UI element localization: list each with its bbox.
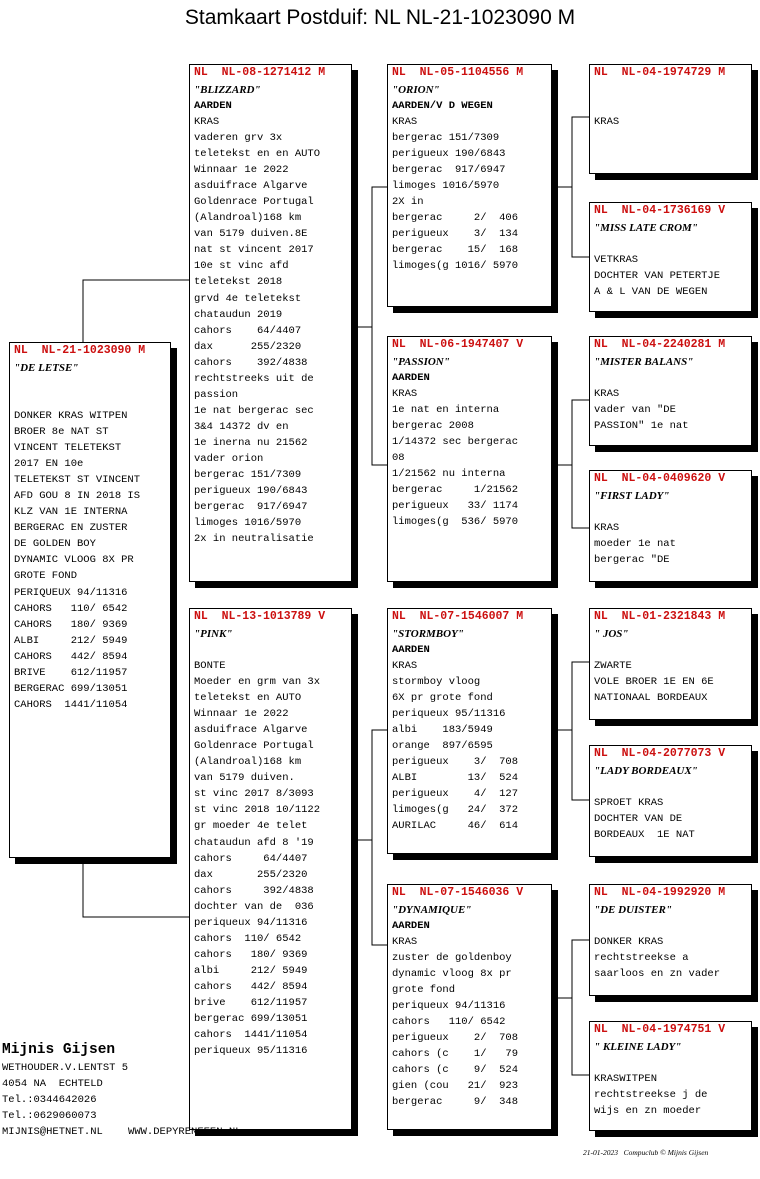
ring-number: NL NL-07-1546036 V <box>392 886 524 899</box>
pigeon-name: "MISS LATE CROM" <box>594 222 698 234</box>
note-line: 08 <box>392 452 405 465</box>
pigeon-card-mmm[interactable] <box>589 1021 752 1131</box>
pigeon-notes <box>392 114 548 274</box>
pigeon-card-mm[interactable] <box>387 884 552 1130</box>
pigeon-card-mff[interactable] <box>589 608 752 720</box>
note-line: ALBI 212/ 5949 <box>14 634 128 647</box>
note-line: KRAS <box>594 388 620 400</box>
note-line: DONKER KRAS WITPEN <box>14 410 128 422</box>
note-line: 2X in <box>392 196 424 209</box>
note-line: 6X pr grote fond <box>392 692 493 705</box>
note-line: NATIONAAL BORDEAUX <box>594 692 708 705</box>
note-line: grvd 4e teletekst <box>194 292 302 305</box>
note-line: periqueux 95/11316 <box>194 1045 308 1058</box>
note-line: dochter van de 036 <box>194 900 314 913</box>
note-line: VOLE BROER 1E EN 6E <box>594 676 714 689</box>
note-line: bergerac 2008 <box>392 420 474 433</box>
pigeon-color: AARDEN <box>392 920 430 932</box>
pigeon-notes <box>392 934 548 1111</box>
note-line: rechtstreeks uit de <box>194 372 314 385</box>
ring-number: NL NL-04-1974751 V <box>594 1023 726 1036</box>
note-line: CAHORS 180/ 9369 <box>14 618 128 631</box>
note-line: van 5179 duiven.8E <box>194 228 308 241</box>
pigeon-notes <box>392 658 548 835</box>
pigeon-color <box>594 504 748 520</box>
ring-number: NL NL-04-1992920 M <box>594 886 726 899</box>
note-line: BONTE <box>194 660 226 672</box>
note-line: teletekst en en AUTO <box>194 148 321 161</box>
note-line: AURILAC 46/ 614 <box>392 820 519 833</box>
pigeon-notes <box>594 114 748 130</box>
note-line: 2017 EN 10e <box>14 458 84 471</box>
pigeon-notes <box>594 1071 748 1119</box>
connector-mother-grandparents <box>352 730 388 945</box>
note-line: bergerac 917/6947 <box>392 164 506 177</box>
pigeon-notes <box>392 386 548 530</box>
pigeon-name: " KLEINE LADY" <box>594 1041 682 1053</box>
note-line: cahors 180/ 9369 <box>194 948 308 961</box>
pigeon-color <box>194 642 348 658</box>
pigeon-name: "MISTER BALANS" <box>594 356 694 368</box>
breeder-name: Mijnis Gijsen <box>2 1042 116 1058</box>
page-title: Stamkaart Postduif: NL NL-21-1023090 M <box>184 6 576 29</box>
note-line: wijs en zn moeder <box>594 1105 702 1118</box>
note-line: DYNAMIC VLOOG 8X PR <box>14 554 134 567</box>
ring-number: NL NL-21-1023090 M <box>14 344 146 357</box>
pigeon-name: "PASSION" <box>392 356 450 368</box>
note-line: KRAS <box>392 116 418 128</box>
note-line: Goldenrace Portugal <box>194 740 314 753</box>
note-line: limoges 1016/5970 <box>392 180 500 193</box>
pigeon-card-mfm[interactable] <box>589 745 752 857</box>
pigeon-name: "DYNAMIQUE" <box>392 904 472 916</box>
note-line: CAHORS 1441/11054 <box>14 698 128 711</box>
note-line: BERGERAC EN ZUSTER <box>14 522 128 535</box>
connector-mf <box>552 662 589 800</box>
note-line: KRAS <box>594 116 620 128</box>
pigeon-name: "STORMBOY" <box>392 628 464 640</box>
note-line: stormboy vloog <box>392 676 481 689</box>
breeder-email-web: MIJNIS@HETNET.NL WWW.DEPYRENEEEN.NL <box>2 1126 242 1138</box>
note-line: st vinc 2018 10/1122 <box>194 804 321 817</box>
footer-credit: 21-01-2023 Compuclub © Mijnis Gijsen <box>583 1148 709 1157</box>
pigeon-card-mf[interactable] <box>387 608 552 854</box>
note-line: cahors (c 1/ 79 <box>392 1048 519 1061</box>
pigeon-color: AARDEN/V D WEGEN <box>392 100 493 112</box>
ring-number: NL NL-04-1736169 V <box>594 204 726 217</box>
note-line: bergerac 151/7309 <box>194 469 302 482</box>
note-line: chataudun 2019 <box>194 308 283 321</box>
note-line: perigueux 3/ 134 <box>392 228 519 241</box>
ring-number: NL NL-08-1271412 M <box>194 66 326 79</box>
note-line: perigueux 3/ 708 <box>392 756 519 769</box>
note-line: DOCHTER VAN PETERTJE <box>594 270 721 283</box>
note-line: cahors 1441/11054 <box>194 1029 308 1042</box>
ring-number: NL NL-01-2321843 M <box>594 610 726 623</box>
note-line: PASSION" 1e nat <box>594 420 689 433</box>
pigeon-name: "ORION" <box>392 84 440 96</box>
pigeon-color <box>594 779 748 795</box>
pigeon-notes <box>594 795 748 843</box>
pigeon-color: AARDEN <box>392 644 430 656</box>
connector-fm <box>552 400 589 528</box>
note-line: perigueux 4/ 127 <box>392 788 519 801</box>
pigeon-name: "FIRST LADY" <box>594 490 670 502</box>
note-line: limoges(g 536/ 5970 <box>392 516 519 529</box>
note-line: KRAS <box>594 522 620 534</box>
note-line: chataudun afd 8 '19 <box>194 836 314 849</box>
pigeon-color <box>594 98 748 114</box>
note-line: 1e nat en interna <box>392 404 500 417</box>
pigeon-color: AARDEN <box>392 372 430 384</box>
note-line: perigueux 33/ 1174 <box>392 500 519 513</box>
note-line: KRAS <box>392 936 418 948</box>
note-line: saarloos en zn vader <box>594 968 721 981</box>
ring-number: NL NL-04-2240281 M <box>594 338 726 351</box>
pigeon-name: "PINK" <box>194 628 233 640</box>
note-line: passion <box>194 388 239 401</box>
pigeon-name: "DE DUISTER" <box>594 904 672 916</box>
note-line: moeder 1e nat <box>594 538 676 551</box>
connector-father-grandparents <box>352 187 388 465</box>
note-line: cahors 392/4838 <box>194 356 308 369</box>
pigeon-card-fmf[interactable] <box>589 336 752 446</box>
pigeon-name <box>594 80 748 98</box>
note-line: cahors 110/ 6542 <box>392 1016 506 1029</box>
note-line: limoges 1016/5970 <box>194 517 302 530</box>
pigeon-notes <box>594 658 748 706</box>
pigeon-color <box>594 918 748 934</box>
note-line: gien (cou 21/ 923 <box>392 1080 519 1093</box>
note-line: asduifrace Algarve <box>194 180 308 193</box>
note-line: 10e st vinc afd <box>194 260 289 273</box>
ring-number: NL NL-05-1104556 M <box>392 66 524 79</box>
note-line: 1/21562 nu interna <box>392 468 506 481</box>
ring-number: NL NL-04-2077073 V <box>594 747 726 760</box>
note-line: bergerac 917/6947 <box>194 501 308 514</box>
note-line: bergerac 1/21562 <box>392 484 519 497</box>
note-line: (Alandroal)168 km <box>194 212 302 225</box>
note-line: teletekst 2018 <box>194 276 283 289</box>
note-line: albi 183/5949 <box>392 724 493 737</box>
note-line: perigueux 190/6843 <box>194 485 308 498</box>
note-line: bergerac 2/ 406 <box>392 212 519 225</box>
note-line: VINCENT TELETEKST <box>14 442 122 455</box>
note-line: asduifrace Algarve <box>194 724 308 737</box>
ring-number: NL NL-06-1947407 V <box>392 338 524 351</box>
breeder-phone-2: Tel.:0629060073 <box>2 1110 97 1122</box>
note-line: cahors 64/4407 <box>194 324 302 337</box>
note-line: cahors 442/ 8594 <box>194 980 308 993</box>
note-line: BERGERAC 699/13051 <box>14 682 128 695</box>
note-line: bergerac 9/ 348 <box>392 1096 519 1109</box>
pigeon-notes <box>594 934 748 982</box>
note-line: st vinc 2017 8/3093 <box>194 788 314 801</box>
note-line: vaderen grv 3x <box>194 132 283 145</box>
note-line: Goldenrace Portugal <box>194 196 314 209</box>
pigeon-card-subject[interactable] <box>9 342 171 858</box>
note-line: CAHORS 110/ 6542 <box>14 602 128 615</box>
note-line: CAHORS 442/ 8594 <box>14 650 128 663</box>
pigeon-color <box>594 642 748 658</box>
note-line: cahors 110/ 6542 <box>194 932 302 945</box>
note-line: 1/14372 sec bergerac <box>392 436 519 449</box>
note-line: VETKRAS <box>594 254 639 266</box>
note-line: grote fond <box>392 984 456 997</box>
note-line: bergerac 15/ 168 <box>392 244 519 257</box>
pigeon-color: AARDEN <box>194 100 232 112</box>
note-line: periqueux 94/11316 <box>392 1000 506 1013</box>
pigeon-card-fm[interactable] <box>387 336 552 582</box>
pigeon-card-fff[interactable] <box>589 64 752 174</box>
pigeon-card-fmm[interactable] <box>589 470 752 582</box>
note-line: DONKER KRAS <box>594 936 664 948</box>
note-line: cahors 64/4407 <box>194 852 308 865</box>
note-line: 1e nat bergerac sec <box>194 404 314 417</box>
connector-ff <box>552 117 589 257</box>
note-line: 3&4 14372 dv en <box>194 420 289 433</box>
note-line: periqueux 95/11316 <box>392 708 506 721</box>
pigeon-notes <box>194 114 348 547</box>
pigeon-color <box>594 1055 748 1071</box>
note-line: KRASWITPEN <box>594 1073 658 1085</box>
note-line: dax 255/2320 <box>194 868 308 881</box>
note-line: BORDEAUX 1E NAT <box>594 829 695 842</box>
note-line: Winnaar 1e 2022 <box>194 164 289 177</box>
pigeon-notes <box>594 386 748 434</box>
note-line: KRAS <box>194 116 220 128</box>
note-line: (Alandroal)168 km <box>194 756 302 769</box>
note-line: ALBI 13/ 524 <box>392 772 519 785</box>
note-line: AFD GOU 8 IN 2018 IS <box>14 490 141 503</box>
note-line: 1e inerna nu 21562 <box>194 436 308 449</box>
note-line: periqueux 94/11316 <box>194 916 308 929</box>
breeder-info <box>2 1040 241 1140</box>
note-line: rechtstreekse j de <box>594 1089 708 1102</box>
pigeon-notes <box>194 658 348 1059</box>
pigeon-color <box>594 370 748 386</box>
note-line: gr moeder 4e telet <box>194 820 308 833</box>
breeder-phone-1: Tel.:0344642026 <box>2 1094 97 1106</box>
note-line: nat st vincent 2017 <box>194 244 314 257</box>
note-line: ZWARTE <box>594 660 632 672</box>
pigeon-name: "DE LETSE" <box>14 362 79 374</box>
pigeon-notes <box>594 520 748 568</box>
note-line: vader orion <box>194 452 264 465</box>
note-line: teletekst en AUTO <box>194 692 302 705</box>
note-line: BRIVE 612/11957 <box>14 666 128 679</box>
pigeon-name: " JOS" <box>594 628 629 640</box>
note-line: A & L VAN DE WEGEN <box>594 286 708 299</box>
note-line: albi 212/ 5949 <box>194 964 308 977</box>
note-line: brive 612/11957 <box>194 996 308 1009</box>
note-line: rechtstreekse a <box>594 952 689 965</box>
ring-number: NL NL-04-1974729 M <box>594 66 726 79</box>
pigeon-notes <box>14 392 167 713</box>
ring-number: NL NL-07-1546007 M <box>392 610 524 623</box>
note-line: GROTE FOND <box>14 570 78 583</box>
note-line: Moeder en grm van 3x <box>194 676 321 689</box>
note-line <box>14 392 167 408</box>
connector-mm <box>552 940 589 1075</box>
note-line: DE GOLDEN BOY <box>14 538 96 551</box>
pigeon-card-mmf[interactable] <box>589 884 752 996</box>
note-line: van 5179 duiven. <box>194 772 295 785</box>
pigeon-notes <box>594 252 748 300</box>
pigeon-card-father[interactable] <box>189 64 352 582</box>
note-line: vader van "DE <box>594 404 676 417</box>
pigeon-color <box>14 376 167 392</box>
note-line: KRAS <box>392 388 418 400</box>
pigeon-name: "LADY BORDEAUX" <box>594 765 698 777</box>
note-line: SPROET KRAS <box>594 797 664 809</box>
note-line: dax 255/2320 <box>194 340 302 353</box>
note-line: KLZ VAN 1E INTERNA <box>14 506 128 519</box>
note-line: 2x in neutralisatie <box>194 533 314 546</box>
note-line: limoges(g 1016/ 5970 <box>392 260 519 273</box>
pigeon-card-ffm[interactable] <box>589 202 752 312</box>
note-line: cahors (c 9/ 524 <box>392 1064 519 1077</box>
note-line: limoges(g 24/ 372 <box>392 804 519 817</box>
note-line: orange 897/6595 <box>392 740 493 753</box>
note-line: perigueux 190/6843 <box>392 148 506 161</box>
breeder-city: 4054 NA ECHTELD <box>2 1078 103 1090</box>
pigeon-color <box>594 236 748 252</box>
note-line: KRAS <box>392 660 418 672</box>
note-line: zuster de goldenboy <box>392 952 512 965</box>
note-line: dynamic vloog 8x pr <box>392 968 512 981</box>
note-line: PERIQUEUX 94/11316 <box>14 586 128 599</box>
ring-number: NL NL-13-1013789 V <box>194 610 326 623</box>
note-line: bergerac 151/7309 <box>392 132 500 145</box>
note-line: DOCHTER VAN DE <box>594 813 683 826</box>
note-line: bergerac 699/13051 <box>194 1013 308 1026</box>
note-line: TELETEKST ST VINCENT <box>14 474 141 487</box>
pigeon-card-ff[interactable] <box>387 64 552 307</box>
note-line: BROER 8e NAT ST <box>14 426 109 439</box>
breeder-address: WETHOUDER.V.LENTST 5 <box>2 1062 129 1074</box>
note-line: Winnaar 1e 2022 <box>194 708 289 721</box>
note-line: bergerac "DE <box>594 554 670 567</box>
pigeon-name: "BLIZZARD" <box>194 84 261 96</box>
ring-number: NL NL-04-0409620 V <box>594 472 726 485</box>
note-line: cahors 392/4838 <box>194 884 314 897</box>
note-line: perigueux 2/ 708 <box>392 1032 519 1045</box>
